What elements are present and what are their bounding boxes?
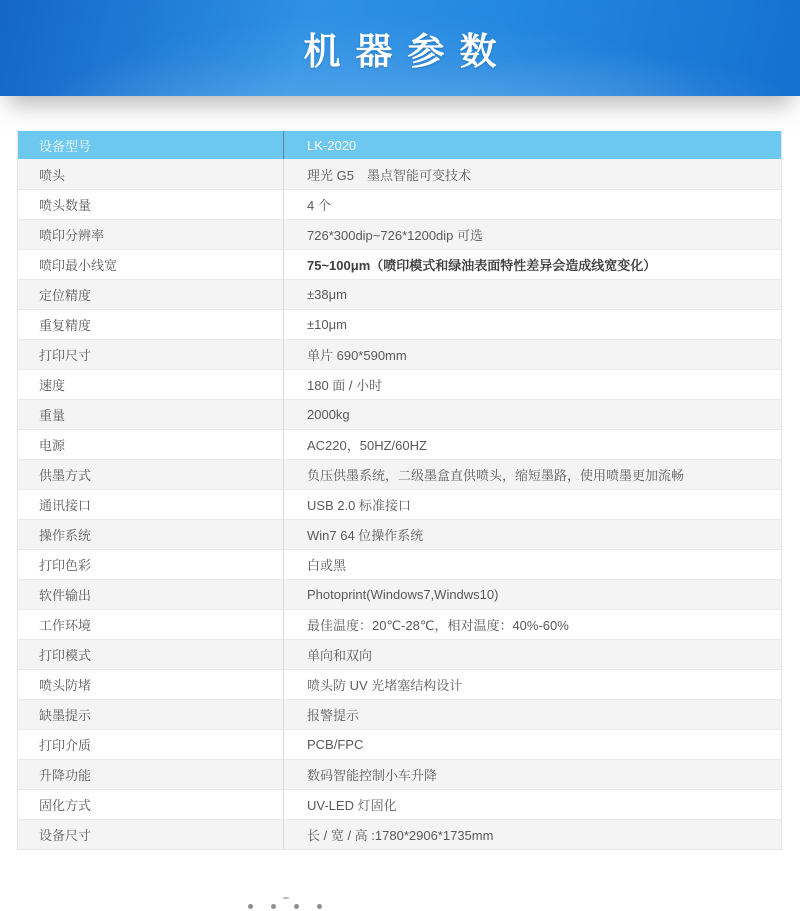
table-row [18, 459, 781, 489]
row-value: USB 2.0 标准接口 [307, 498, 412, 513]
row-label: 打印色彩 [18, 550, 284, 579]
dot [294, 904, 299, 909]
row-value: 180 面 / 小时 [307, 378, 383, 393]
row-label: 打印尺寸 [18, 340, 284, 369]
table-row [18, 309, 781, 339]
dot [317, 904, 322, 909]
footer-mark [283, 897, 289, 899]
table-row [18, 249, 781, 279]
row-value: ±38μm [307, 287, 347, 302]
row-label: 设备尺寸 [18, 820, 284, 849]
row-value: 负压供墨系统，二级墨盒直供喷头，缩短墨路，使用喷墨更加流畅 [307, 468, 685, 483]
row-value: 数码智能控制小车升降 [307, 768, 438, 783]
table-row [18, 549, 781, 579]
table-row [18, 279, 781, 309]
row-label: 打印模式 [18, 640, 284, 669]
table-row [18, 759, 781, 789]
spec-table-header [18, 131, 781, 159]
row-value: Win7 64 位操作系统 [307, 528, 424, 543]
row-label: 喷头 [18, 159, 284, 189]
row-label: 供墨方式 [18, 460, 284, 489]
row-value: UV-LED 灯固化 [307, 798, 397, 813]
table-row [18, 369, 781, 399]
row-value: 4 个 [307, 198, 331, 213]
table-row [18, 699, 781, 729]
row-value: ±10μm [307, 317, 347, 332]
row-label: 喷头防堵 [18, 670, 284, 699]
row-label: 电源 [18, 430, 284, 459]
row-value: 单片 690*590mm [307, 348, 407, 363]
table-row [18, 429, 781, 459]
row-label: 速度 [18, 370, 284, 399]
table-row [18, 339, 781, 369]
row-value: 理光 G5 墨点智能可变技术 [307, 167, 471, 183]
table-row [18, 189, 781, 219]
table-row [18, 729, 781, 759]
table-row [18, 579, 781, 609]
row-label: 升降功能 [18, 760, 284, 789]
row-label: 软件输出 [18, 580, 284, 609]
table-row [18, 819, 781, 849]
row-value: 报警提示 [307, 708, 360, 723]
row-label: 喷印分辨率 [18, 220, 284, 249]
row-label: 操作系统 [18, 520, 284, 549]
row-label: 喷印最小线宽 [18, 250, 284, 279]
row-value: 喷头防 UV 光堵塞结构设计 [307, 678, 463, 693]
row-value: AC220，50HZ/60HZ [307, 438, 427, 453]
pagination-dots [248, 904, 322, 909]
table-row [18, 159, 781, 189]
row-label: 喷头数量 [18, 190, 284, 219]
row-value: 最佳温度：20℃-28℃，相对温度：40%-60% [307, 618, 569, 633]
dot [271, 904, 276, 909]
table-row [18, 609, 781, 639]
section-title: 机器参数 [303, 31, 512, 72]
row-value: 单向和双向 [307, 648, 373, 663]
spec-table-body [18, 159, 781, 849]
row-label: 缺墨提示 [18, 700, 284, 729]
row-value: 长 / 宽 / 高 :1780*2906*1735mm [307, 828, 494, 843]
row-value: 726*300dip~726*1200dip 可选 [307, 228, 484, 243]
row-label: 打印介质 [18, 730, 284, 759]
table-row [18, 489, 781, 519]
table-row [18, 789, 781, 819]
row-value: 白或黑 [307, 558, 347, 573]
dot [248, 904, 253, 909]
row-label: 工作环境 [18, 610, 284, 639]
table-row [18, 399, 781, 429]
table-row [18, 219, 781, 249]
row-value: Photoprint(Windows7,Windws10) [307, 587, 499, 602]
table-row [18, 639, 781, 669]
row-label: 定位精度 [18, 280, 284, 309]
row-value: 2000kg [307, 407, 350, 422]
table-row [18, 669, 781, 699]
spec-table [17, 131, 782, 850]
table-row [18, 519, 781, 549]
row-value: PCB/FPC [307, 737, 364, 752]
row-label: 固化方式 [18, 790, 284, 819]
row-label: 重复精度 [18, 310, 284, 339]
header-value-model-number: LK-2020 [307, 137, 357, 153]
row-label: 重量 [18, 400, 284, 429]
header-label-device-model: 设备型号 [18, 131, 284, 159]
row-label: 通讯接口 [18, 490, 284, 519]
row-value: 75~100μm（喷印模式和绿油表面特性差异会造成线宽变化） [307, 258, 657, 273]
section-banner [0, 0, 800, 96]
